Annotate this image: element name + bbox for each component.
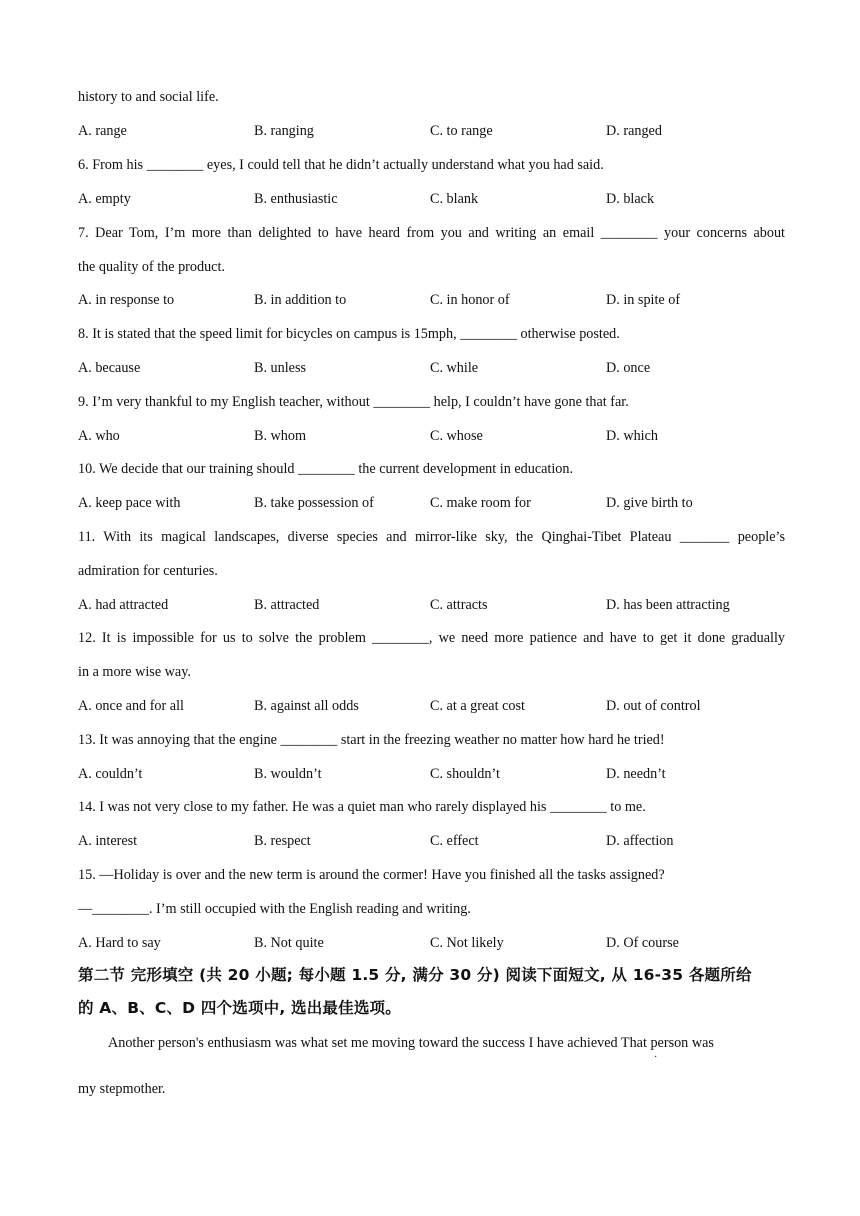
option-a: A. Hard to say	[78, 935, 161, 951]
section-heading-cont: 的 A、B、C、D 四个选项中, 选出最佳选项。	[78, 999, 401, 1017]
option-b: B. against all odds	[254, 698, 359, 714]
option-c: C. to range	[430, 123, 493, 139]
question-9-stem: 9. I’m very thankful to my English teacher, without ________ help, I couldn’t have gone that far.	[78, 394, 629, 410]
question-6-options	[78, 190, 785, 208]
question-13-options	[78, 765, 785, 783]
question-10-stem: 10. We decide that our training should ________ the current development in education.	[78, 461, 574, 477]
option-b: B. take possession of	[254, 495, 374, 511]
option-d: D. needn’t	[606, 766, 666, 782]
option-a: A. empty	[78, 191, 131, 207]
passage-paragraph-cont: my stepmother.	[78, 1081, 166, 1097]
option-d: D. Of course	[606, 935, 679, 951]
option-b: B. ranging	[254, 123, 314, 139]
question-5-options	[78, 122, 785, 140]
option-a: A. couldn’t	[78, 766, 143, 782]
question-12-stem: 12. It is impossible for us to solve the problem ________, we need more patience and have to get it done gradually	[78, 630, 785, 646]
question-15-stem-cont: —________. I’m still occupied with the English reading and writing.	[78, 901, 471, 917]
option-c: C. at a great cost	[430, 698, 525, 714]
option-b: B. respect	[254, 833, 311, 849]
question-7-stem-cont: the quality of the product.	[78, 259, 225, 275]
option-d: D. has been attracting	[606, 597, 730, 613]
question-8-stem: 8. It is stated that the speed limit for bicycles on campus is 15mph, ________ otherwise posted.	[78, 326, 620, 342]
option-b: B. Not quite	[254, 935, 324, 951]
option-d: D. give birth to	[606, 495, 693, 511]
option-c: C. blank	[430, 191, 479, 207]
option-a: A. who	[78, 428, 120, 444]
option-c: C. while	[430, 360, 479, 376]
question-12-stem-cont: in a more wise way.	[78, 664, 191, 680]
option-a: A. because	[78, 360, 141, 376]
option-c: C. Not likely	[430, 935, 504, 951]
question-14-options	[78, 832, 785, 850]
option-d: D. out of control	[606, 698, 701, 714]
option-a: A. in response to	[78, 292, 175, 308]
option-d: D. which	[606, 428, 659, 444]
option-d: D. black	[606, 191, 655, 207]
option-d: D. ranged	[606, 123, 662, 139]
option-a: A. range	[78, 123, 127, 139]
option-b: B. unless	[254, 360, 307, 376]
option-a: A. interest	[78, 833, 138, 849]
question-5-stem-end: history to and social life.	[78, 89, 219, 105]
option-b: B. enthusiastic	[254, 191, 338, 207]
question-15-options	[78, 934, 785, 952]
question-10-options	[78, 494, 785, 512]
option-a: A. had attracted	[78, 597, 169, 613]
option-c: C. shouldn’t	[430, 766, 500, 782]
option-b: B. in addition to	[254, 292, 347, 308]
option-c: C. effect	[430, 833, 479, 849]
option-b: B. whom	[254, 428, 307, 444]
option-a: A. keep pace with	[78, 495, 181, 511]
question-14-stem: 14. I was not very close to my father. He was a quiet man who rarely displayed his ________ to me.	[78, 799, 646, 815]
option-b: B. wouldn’t	[254, 766, 322, 782]
option-d: D. affection	[606, 833, 674, 849]
option-d: D. once	[606, 360, 651, 376]
option-c: C. attracts	[430, 597, 488, 613]
question-8-options	[78, 359, 785, 377]
question-13-stem: 13. It was annoying that the engine ________ start in the freezing weather no matter how hard he tried!	[78, 732, 665, 748]
question-11-options	[78, 596, 785, 614]
passage-paragraph: Another person's enthusiasm was what set me moving toward the success I have achieved That person was	[108, 1035, 714, 1051]
question-9-options	[78, 427, 785, 445]
question-12-options	[78, 697, 785, 715]
option-b: B. attracted	[254, 597, 320, 613]
question-6-stem: 6. From his ________ eyes, I could tell that he didn’t actually understand what you had said.	[78, 157, 604, 173]
option-a: A. once and for all	[78, 698, 184, 714]
question-7-options	[78, 291, 785, 309]
question-11-stem: 11. With its magical landscapes, diverse species and mirror-like sky, the Qinghai-Tibet Plateau _______ people’s	[78, 529, 785, 545]
option-d: D. in spite of	[606, 292, 681, 308]
option-c: C. make room for	[430, 495, 531, 511]
question-11-stem-cont: admiration for centuries.	[78, 563, 218, 579]
punctuation-mark: ·	[654, 1052, 658, 1063]
option-c: C. in honor of	[430, 292, 510, 308]
option-c: C. whose	[430, 428, 483, 444]
section-heading: 第二节 完形填空 (共 20 小题; 每小题 1.5 分, 满分 30 分) 阅读下面短文, 从 16-35 各题所给	[78, 966, 752, 984]
question-7-stem: 7. Dear Tom, I’m more than delighted to have heard from you and writing an email ________ your concerns about	[78, 225, 785, 241]
question-15-stem: 15. —Holiday is over and the new term is around the cormer! Have you finished all the tasks assigned?	[78, 867, 665, 883]
